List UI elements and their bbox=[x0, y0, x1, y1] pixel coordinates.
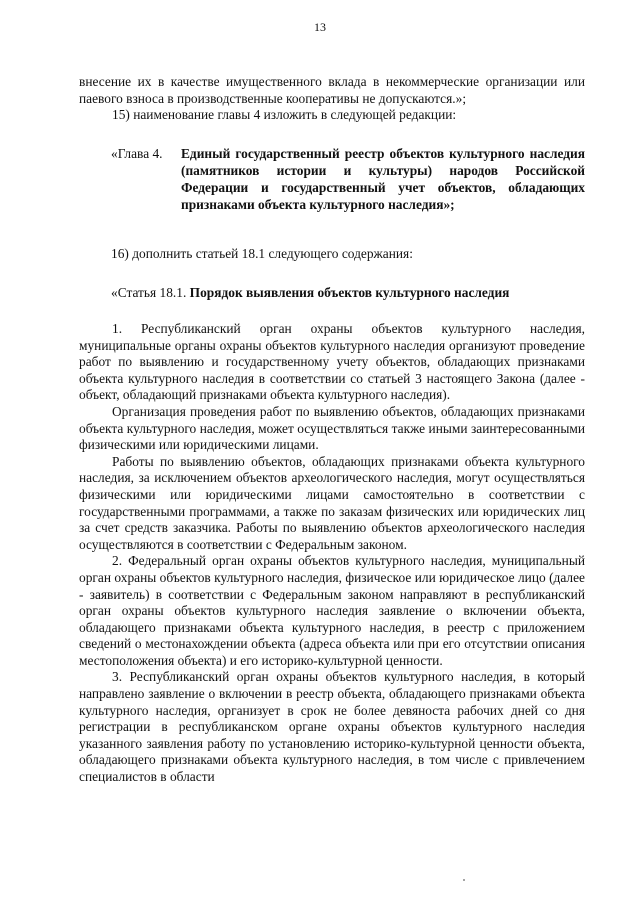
article-body bbox=[79, 321, 585, 786]
chapter-title: Единый государственный реестр объектов культурного наследия (памятников истории и культуры) народов Российской Федерации и государственный учет объектов, обладающих признаками объекта культурного наследия»; bbox=[181, 146, 585, 212]
chapter-heading bbox=[111, 145, 585, 213]
article-title: Порядок выявления объектов культурного наследия bbox=[189, 285, 510, 300]
article-heading bbox=[111, 284, 585, 301]
chapter-prefix: «Глава 4. bbox=[111, 146, 163, 161]
page-number: 13 bbox=[314, 20, 326, 34]
paragraph-1: 1. Республиканский орган охраны объектов культурного наследия, муниципальные органы охраны объектов культурного наследия организуют проведение работ по выявлению и государственному учету объектов, обладающих признаками объекта культурного наследия в соответствии со статьей 3 настоящего Закона (далее - объект, обладающий признаками объекта культурного наследия). bbox=[79, 321, 585, 403]
paragraph-3: Работы по выявлению объектов, обладающих признаками объекта культурного наследия, за исключением объектов археологического наследия, могут осуществляться физическими или юридическими лицами самостоятельно в соответствии с государственными программами, а также по заказам физических или юридических лиц за счет средств заказчика. Работы по выявлению объектов археологического наследия осуществляются в соответствии с Федеральным законом. bbox=[79, 453, 585, 552]
scan-dot bbox=[463, 879, 465, 881]
article-prefix: «Статья 18.1. bbox=[111, 285, 187, 300]
item-16-line: 16) дополнить статьей 18.1 следующего содержания: bbox=[111, 246, 413, 261]
intro-paragraph: внесение их в качестве имущественного вклада в некоммерческие организации или паевого взноса в производственные кооперативы не допускаются.»; bbox=[79, 74, 585, 106]
paragraph-2: Организация проведения работ по выявлению объектов, обладающих признаками объекта культурного наследия, может осуществляться также иными заинтересованными физическими или юридическими лицами. bbox=[79, 403, 585, 453]
paragraph-5: 3. Республиканский орган охраны объектов культурного наследия, в который направлено заявление о включении в реестр объекта, обладающего признаками объекта культурного наследия, организует в срок не более девяноста рабочих дней со дня регистрации в республиканском органе охраны объектов культурного наследия указанного заявления работу по установлению историко-культурной ценности объекта, обладающего признаками объекта культурного наследия, в том числе с привлечением специалистов в области bbox=[79, 669, 585, 785]
paragraph-4: 2. Федеральный орган охраны объектов культурного наследия, муниципальный орган охраны объектов культурного наследия, физическое или юридическое лицо (далее - заявитель) в соответствии с Федеральным законом направляют в республиканский орган охраны объектов культурного наследия заявление о включении объекта, обладающего признаками объекта культурного наследия, в реестр с приложением сведений о местонахождении объекта (адреса объекта или при его отсутствии описания местоположения объекта) и его историко-культурной ценности. bbox=[79, 553, 585, 668]
item-15-line: 15) наименование главы 4 изложить в следующей редакции: bbox=[112, 107, 457, 123]
intro-block bbox=[79, 74, 585, 124]
